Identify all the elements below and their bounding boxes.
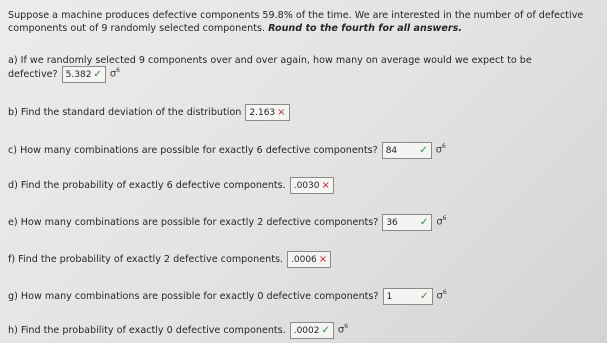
- sigma-icon[interactable]: $\sigma^6$: [109, 67, 120, 80]
- answer-e-value: 36: [386, 217, 398, 228]
- answer-g-value: 1: [386, 291, 393, 302]
- sigma-icon[interactable]: $\sigma^6$: [436, 289, 447, 302]
- question-a-answer-row: [8, 66, 120, 83]
- intro-text: Suppose a machine produces defective components 59.8% of the time. We are interested in the number of of defective components out of 9 randomly selected components.: [8, 10, 584, 34]
- question-g: [8, 288, 447, 305]
- sigma-icon[interactable]: $\sigma^6$: [435, 143, 446, 156]
- question-f-text: f) Find the probability of exactly 2 defective components.: [8, 254, 283, 265]
- question-d: [8, 177, 334, 194]
- question-b: [8, 104, 290, 121]
- question-b-text: b) Find the standard deviation of the distribution: [8, 107, 242, 118]
- question-a-line2: defective?: [8, 69, 58, 80]
- intro-instruction: Round to the fourth for all answers.: [268, 23, 463, 34]
- answer-e-field[interactable]: [382, 214, 432, 231]
- answer-a-field[interactable]: [62, 66, 106, 83]
- question-a: [8, 55, 532, 66]
- question-c-text: c) How many combinations are possible for exactly 6 defective components?: [8, 145, 378, 156]
- question-e: [8, 214, 446, 231]
- answer-a-value: 5.382: [65, 69, 92, 80]
- answer-c-value: 84: [385, 145, 398, 156]
- answer-d-field[interactable]: [290, 177, 334, 194]
- x-mark-icon: ×: [277, 107, 286, 118]
- sigma-icon[interactable]: $\sigma^6$: [337, 323, 349, 336]
- check-icon: ✓: [321, 325, 330, 336]
- answer-h-value: .0002: [293, 325, 320, 336]
- question-g-text: g) How many combinations are possible for exactly 0 defective components?: [8, 291, 379, 302]
- question-h: [8, 322, 348, 339]
- question-c: [8, 142, 446, 159]
- question-h-text: h) Find the probability of exactly 0 defective components.: [8, 325, 286, 336]
- check-icon: ✓: [93, 69, 102, 80]
- answer-c-field[interactable]: [382, 142, 432, 159]
- answer-f-value: .0006: [291, 254, 317, 265]
- question-d-text: d) Find the probability of exactly 6 defective components.: [8, 180, 286, 191]
- question-a-line1: a) If we randomly selected 9 components over and over again, how many on average would we expect to be: [8, 55, 532, 66]
- answer-f-field[interactable]: [287, 251, 331, 268]
- answer-g-field[interactable]: [383, 288, 433, 305]
- problem-intro: [8, 9, 600, 35]
- check-icon: ✓: [420, 291, 429, 302]
- question-e-text: e) How many combinations are possible for exactly 2 defective components?: [8, 217, 379, 228]
- x-mark-icon: ×: [321, 180, 330, 191]
- check-icon: ✓: [419, 145, 428, 156]
- check-icon: ✓: [419, 217, 429, 228]
- answer-d-value: .0030: [293, 180, 320, 191]
- answer-h-field[interactable]: [290, 322, 334, 339]
- answer-b-value: 2.163: [249, 107, 276, 118]
- x-mark-icon: ×: [318, 254, 328, 265]
- answer-b-field[interactable]: [245, 104, 289, 121]
- question-f: [8, 251, 331, 268]
- sigma-icon[interactable]: $\sigma^6$: [436, 215, 447, 228]
